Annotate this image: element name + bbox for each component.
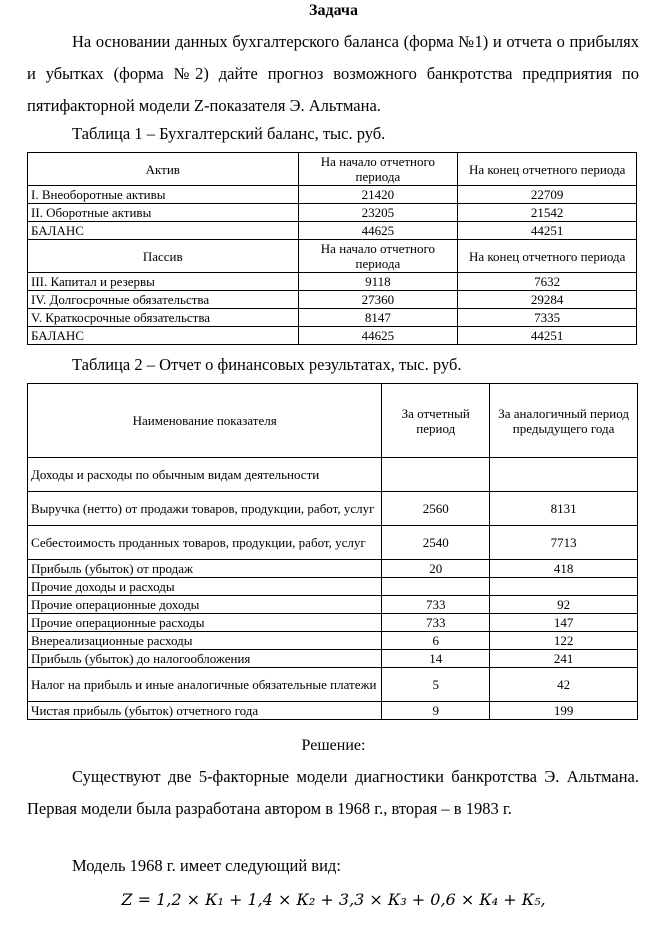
- liability-row: [28, 291, 637, 309]
- results-value-cell: 199: [490, 702, 638, 720]
- liability-value-cell: 7335: [458, 309, 637, 327]
- results-row: [28, 458, 638, 492]
- results-value-cell: 241: [490, 650, 638, 668]
- results-row: [28, 492, 638, 526]
- altman-formula: Z = 1,2 × К₁ + 1,4 × К₂ + 3,3 × К₃ + 0,6 × К₄ + К₅,: [121, 890, 546, 909]
- results-value-cell: 9: [382, 702, 490, 720]
- results-value-cell: 14: [382, 650, 490, 668]
- liability-label-cell: БАЛАНС: [28, 327, 299, 345]
- results-row: [28, 632, 638, 650]
- results-label-cell: Прибыль (убыток) от продаж: [28, 560, 382, 578]
- results-row: [28, 526, 638, 560]
- results-row: [28, 614, 638, 632]
- liability-header-cell: На начало отчетного периода: [298, 240, 458, 273]
- results-value-cell: 92: [490, 596, 638, 614]
- solution-paragraph: [27, 761, 639, 825]
- results-label-cell: Прочие операционные доходы: [28, 596, 382, 614]
- results-label-cell: Себестоимость проданных товаров, продукции, работ, услуг: [28, 526, 382, 560]
- asset-row: [28, 186, 637, 204]
- results-value-cell: 8131: [490, 492, 638, 526]
- results-value-cell: [382, 458, 490, 492]
- results-value-cell: 147: [490, 614, 638, 632]
- results-row: [28, 596, 638, 614]
- asset-header-cell: На конец отчетного периода: [458, 153, 637, 186]
- results-row: [28, 668, 638, 702]
- asset-value-cell: 21542: [458, 204, 637, 222]
- results-value-cell: 5: [382, 668, 490, 702]
- results-label-cell: Прочие операционные расходы: [28, 614, 382, 632]
- liability-value-cell: 29284: [458, 291, 637, 309]
- results-header-row: [28, 384, 638, 458]
- asset-header-cell: Актив: [28, 153, 299, 186]
- results-value-cell: 42: [490, 668, 638, 702]
- liability-header-cell: На конец отчетного периода: [458, 240, 637, 273]
- model-intro: Модель 1968 г. имеет следующий вид:: [72, 856, 341, 875]
- financial-results-table-body: [28, 384, 638, 720]
- asset-row: [28, 222, 637, 240]
- liability-header-cell: Пассив: [28, 240, 299, 273]
- asset-row: [28, 204, 637, 222]
- solution-paragraph-text: Существуют две 5-факторные модели диагностики банкротства Э. Альтмана. Первая модели была разработана автором в 1968 г., вторая – в 1983 г.: [27, 767, 639, 818]
- financial-results-table: [27, 383, 638, 720]
- results-value-cell: [490, 458, 638, 492]
- asset-header-row: [28, 153, 637, 186]
- liability-value-cell: 44625: [298, 327, 458, 345]
- asset-value-cell: 23205: [298, 204, 458, 222]
- results-value-cell: 733: [382, 614, 490, 632]
- results-value-cell: 6: [382, 632, 490, 650]
- liability-value-cell: 27360: [298, 291, 458, 309]
- balance-table-body: [28, 153, 637, 345]
- results-label-cell: Доходы и расходы по обычным видам деятельности: [28, 458, 382, 492]
- results-header-cell: Наименование показателя: [28, 384, 382, 458]
- asset-label-cell: II. Оборотные активы: [28, 204, 299, 222]
- results-label-cell: Выручка (нетто) от продажи товаров, продукции, работ, услуг: [28, 492, 382, 526]
- results-row: [28, 650, 638, 668]
- liability-label-cell: V. Краткосрочные обязательства: [28, 309, 299, 327]
- results-value-cell: [382, 578, 490, 596]
- balance-table: [27, 152, 637, 345]
- results-value-cell: 733: [382, 596, 490, 614]
- table2-caption: Таблица 2 – Отчет о финансовых результатах, тыс. руб.: [72, 355, 462, 374]
- asset-label-cell: БАЛАНС: [28, 222, 299, 240]
- results-value-cell: 122: [490, 632, 638, 650]
- liability-row: [28, 309, 637, 327]
- solution-heading: Решение:: [301, 737, 366, 754]
- asset-header-cell: На начало отчетного периода: [298, 153, 458, 186]
- task-intro-text: На основании данных бухгалтерского баланса (форма №1) и отчета о прибылях и убытках (форма №2) дайте прогноз возможного банкротства предприятия по пятифакторной модели Z-показателя Э. Альтмана.: [27, 32, 639, 115]
- liability-label-cell: III. Капитал и резервы: [28, 273, 299, 291]
- liability-value-cell: 44251: [458, 327, 637, 345]
- liability-value-cell: 9118: [298, 273, 458, 291]
- liability-row: [28, 327, 637, 345]
- results-label-cell: Прибыль (убыток) до налогообложения: [28, 650, 382, 668]
- results-row: [28, 578, 638, 596]
- asset-label-cell: I. Внеоборотные активы: [28, 186, 299, 204]
- results-header-cell: За отчетный период: [382, 384, 490, 458]
- results-label-cell: Чистая прибыль (убыток) отчетного года: [28, 702, 382, 720]
- liability-value-cell: 8147: [298, 309, 458, 327]
- asset-value-cell: 21420: [298, 186, 458, 204]
- results-value-cell: 2560: [382, 492, 490, 526]
- liability-label-cell: IV. Долгосрочные обязательства: [28, 291, 299, 309]
- results-label-cell: Налог на прибыль и иные аналогичные обязательные платежи: [28, 668, 382, 702]
- asset-value-cell: 44251: [458, 222, 637, 240]
- results-value-cell: [490, 578, 638, 596]
- results-label-cell: Прочие доходы и расходы: [28, 578, 382, 596]
- liability-value-cell: 7632: [458, 273, 637, 291]
- results-label-cell: Внереализационные расходы: [28, 632, 382, 650]
- results-value-cell: 2540: [382, 526, 490, 560]
- results-row: [28, 702, 638, 720]
- asset-value-cell: 44625: [298, 222, 458, 240]
- asset-value-cell: 22709: [458, 186, 637, 204]
- results-value-cell: 418: [490, 560, 638, 578]
- liability-header-row: [28, 240, 637, 273]
- task-intro: [27, 26, 639, 122]
- results-value-cell: 20: [382, 560, 490, 578]
- results-header-cell: За аналогичный период предыдущего года: [490, 384, 638, 458]
- liability-row: [28, 273, 637, 291]
- table1-caption: Таблица 1 – Бухгалтерский баланс, тыс. руб.: [72, 124, 386, 143]
- task-title: Задача: [309, 2, 358, 19]
- results-value-cell: 7713: [490, 526, 638, 560]
- results-row: [28, 560, 638, 578]
